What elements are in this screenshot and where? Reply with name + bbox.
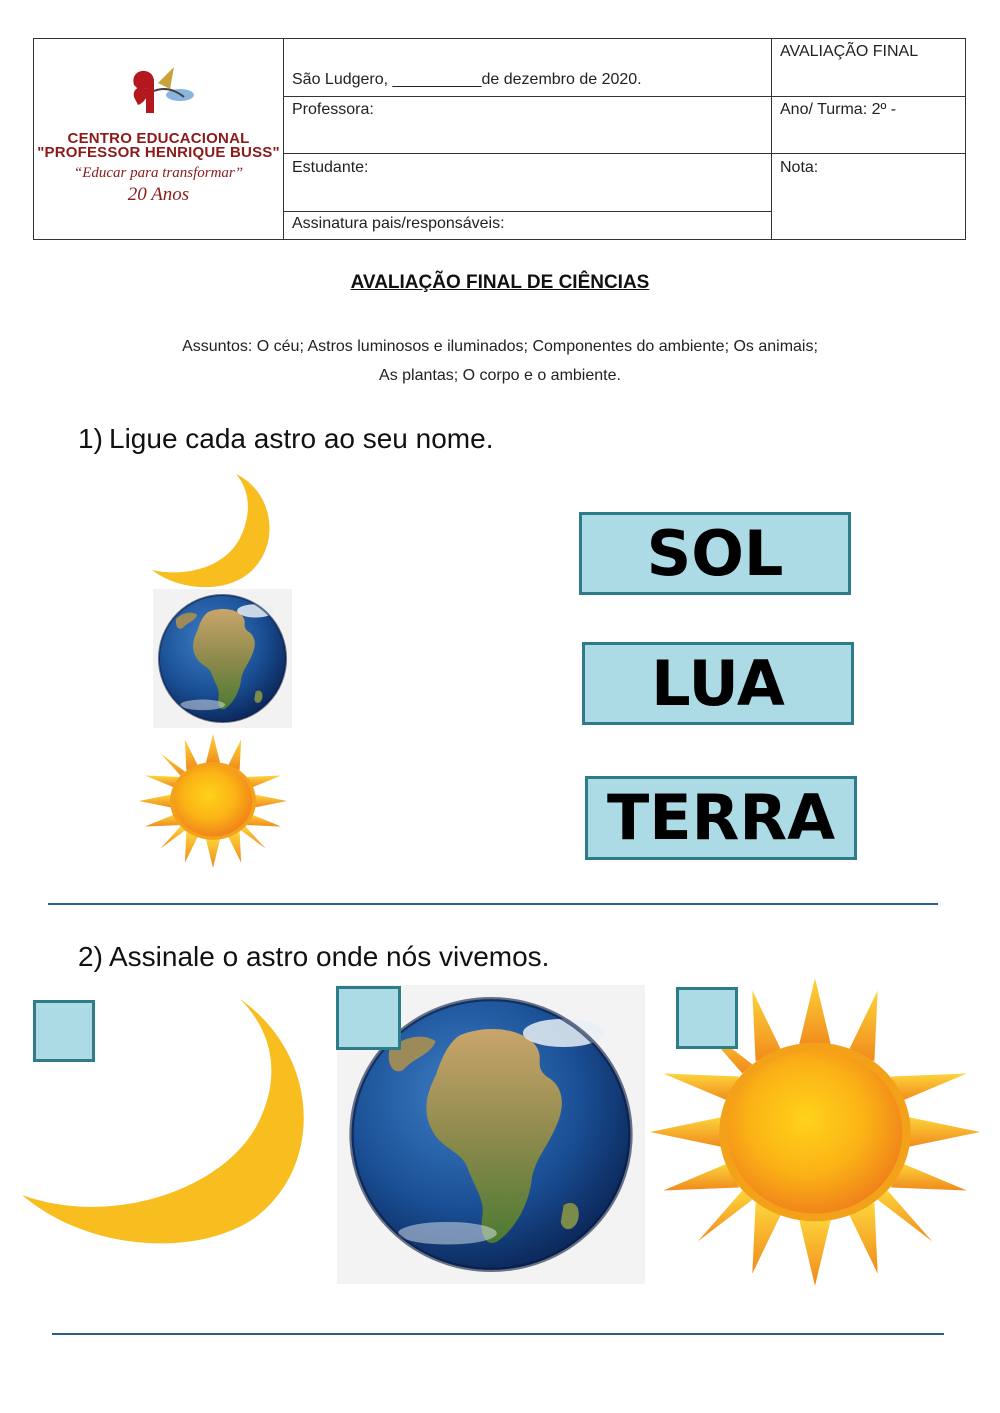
header-divider — [283, 211, 771, 212]
logo-motto: “Educar para transformar” — [73, 165, 244, 181]
parents-signature-label: Assinatura pais/responsáveis: — [292, 215, 505, 232]
section-separator — [52, 1333, 944, 1335]
name-box-terra[interactable]: TERRA — [585, 776, 857, 860]
header-divider — [283, 153, 966, 154]
header-table — [33, 38, 966, 240]
question-1-text: Ligue cada astro ao seu nome. — [109, 423, 494, 454]
sun-icon[interactable] — [139, 734, 287, 868]
logo-emblem-icon — [34, 61, 283, 121]
question-2-text: Assinale o astro onde nós vivemos. — [109, 941, 550, 972]
logo-school-subtitle: "PROFESSOR HENRIQUE BUSS" — [37, 144, 280, 161]
score-field-label: Nota: — [780, 159, 819, 176]
section-separator — [48, 903, 938, 905]
option-earth-checkbox[interactable] — [336, 986, 401, 1050]
school-logo — [34, 61, 283, 206]
subjects-line-2: As plantas; O corpo e o ambiente. — [379, 367, 621, 384]
page-title: AVALIAÇÃO FINAL DE CIÊNCIAS — [350, 272, 650, 293]
place-date-field: São Ludgero, __________de dezembro de 2020. — [292, 71, 642, 88]
header-divider — [283, 96, 966, 97]
name-box-sol[interactable]: SOL — [579, 512, 851, 595]
student-field-label: Estudante: — [292, 159, 369, 176]
logo-years: 20 Anos — [127, 184, 190, 205]
evaluation-label: AVALIAÇÃO FINAL — [780, 43, 919, 60]
grade-field-label: Ano/ Turma: 2º - — [780, 101, 897, 118]
header-divider — [283, 39, 284, 239]
logo-school-name: CENTRO EDUCACIONAL — [67, 130, 250, 147]
option-sun-checkbox[interactable] — [676, 987, 738, 1049]
moon-icon[interactable] — [148, 470, 276, 590]
header-divider — [771, 39, 772, 239]
teacher-field-label: Professora: — [292, 101, 374, 118]
subjects-line-1: Assuntos: O céu; Astros luminosos e iluminados; Componentes do ambiente; Os animais; — [182, 338, 818, 355]
question-2-number: 2) — [78, 941, 103, 972]
question-1-number: 1) — [78, 423, 103, 454]
name-box-lua[interactable]: LUA — [582, 642, 854, 725]
earth-icon[interactable] — [153, 589, 292, 728]
option-moon-checkbox[interactable] — [33, 1000, 95, 1062]
